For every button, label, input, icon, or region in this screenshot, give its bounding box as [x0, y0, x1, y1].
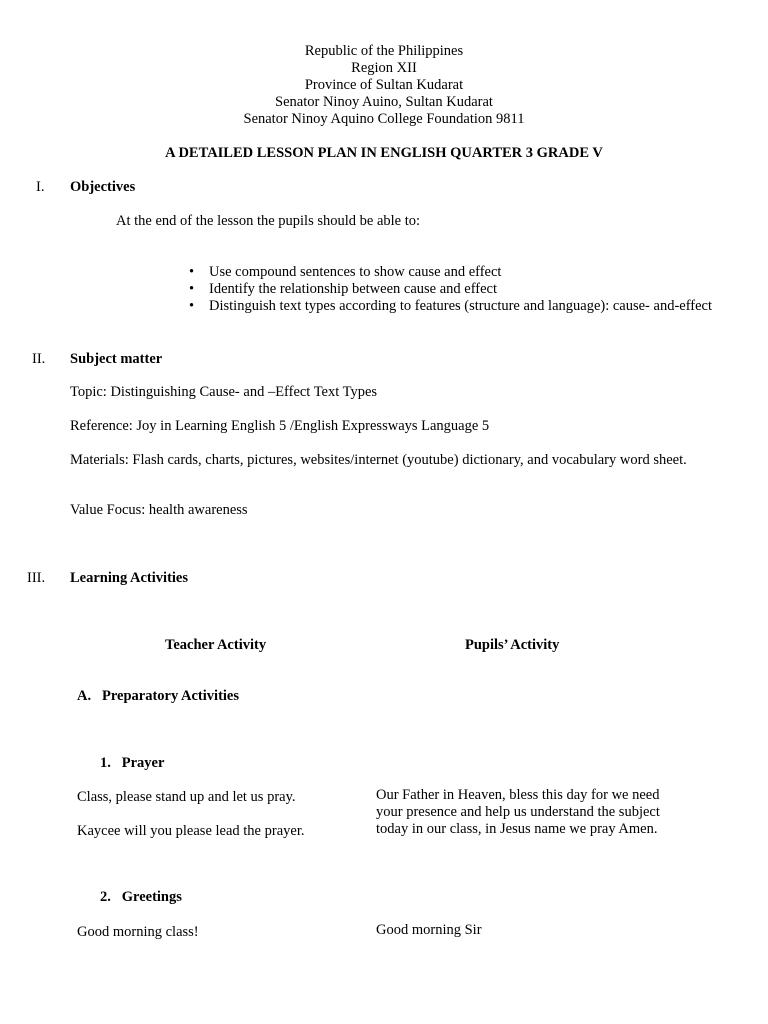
objectives-list [189, 264, 721, 315]
subject-materials: Materials: Flash cards, charts, pictures, websites/internet (youtube) dictionary, and vocabulary word sheet. [70, 452, 687, 468]
subsection-preparatory-activities: A. Preparatory Activities [77, 688, 240, 704]
bullet-icon: • [189, 281, 195, 297]
column-header-teacher: Teacher Activity [165, 637, 267, 653]
list-item [189, 264, 721, 281]
teacher-prayer-line-1: Class, please stand up and let us pray. [77, 789, 296, 805]
header-line-municipality: Senator Ninoy Auino, Sultan Kudarat [275, 94, 493, 110]
activity-heading-prayer: 1. Prayer [100, 755, 165, 771]
activity-heading-greetings: 2. Greetings [100, 889, 182, 905]
objectives-intro: At the end of the lesson the pupils should be able to: [116, 213, 421, 229]
section-numeral-learning-activities: III. [27, 570, 46, 586]
bullet-icon: • [189, 264, 195, 280]
subject-reference: Reference: Joy in Learning English 5 /English Expressways Language 5 [70, 418, 490, 434]
teacher-greeting: Good morning class! [77, 924, 199, 940]
header-line-province: Province of Sultan Kudarat [304, 77, 464, 93]
objective-text: Use compound sentences to show cause and effect [209, 264, 502, 280]
section-heading-subject-matter: Subject matter [70, 351, 163, 367]
document-title: A DETAILED LESSON PLAN IN ENGLISH QUARTER 3 GRADE V [165, 145, 603, 161]
header-line-republic: Republic of the Philippines [304, 43, 464, 59]
subject-topic: Topic: Distinguishing Cause- and –Effect Text Types [70, 384, 378, 400]
objective-text: Identify the relationship between cause and effect [209, 281, 497, 297]
section-heading-objectives: Objectives [70, 179, 136, 195]
list-item [189, 298, 721, 315]
teacher-prayer-line-2: Kaycee will you please lead the prayer. [77, 823, 305, 839]
section-numeral-subject-matter: II. [32, 351, 46, 367]
section-numeral-objectives: I. [36, 179, 45, 195]
header-line-region: Region XII [351, 60, 417, 76]
bullet-icon: • [189, 298, 195, 314]
column-header-pupils: Pupils’ Activity [465, 637, 560, 653]
pupil-greeting-response: Good morning Sir [376, 922, 482, 938]
header-line-college: Senator Ninoy Aquino College Foundation 9811 [243, 111, 525, 127]
list-item [189, 281, 721, 298]
section-heading-learning-activities: Learning Activities [70, 570, 189, 586]
objective-text: Distinguish text types according to features (structure and language): cause- and-effect [209, 298, 713, 314]
pupil-prayer-response: Our Father in Heaven, bless this day for we need your presence and help us understand the subject today in our class, in Jesus name we pray Amen. [376, 787, 660, 837]
subject-value-focus: Value Focus: health awareness [70, 502, 248, 518]
